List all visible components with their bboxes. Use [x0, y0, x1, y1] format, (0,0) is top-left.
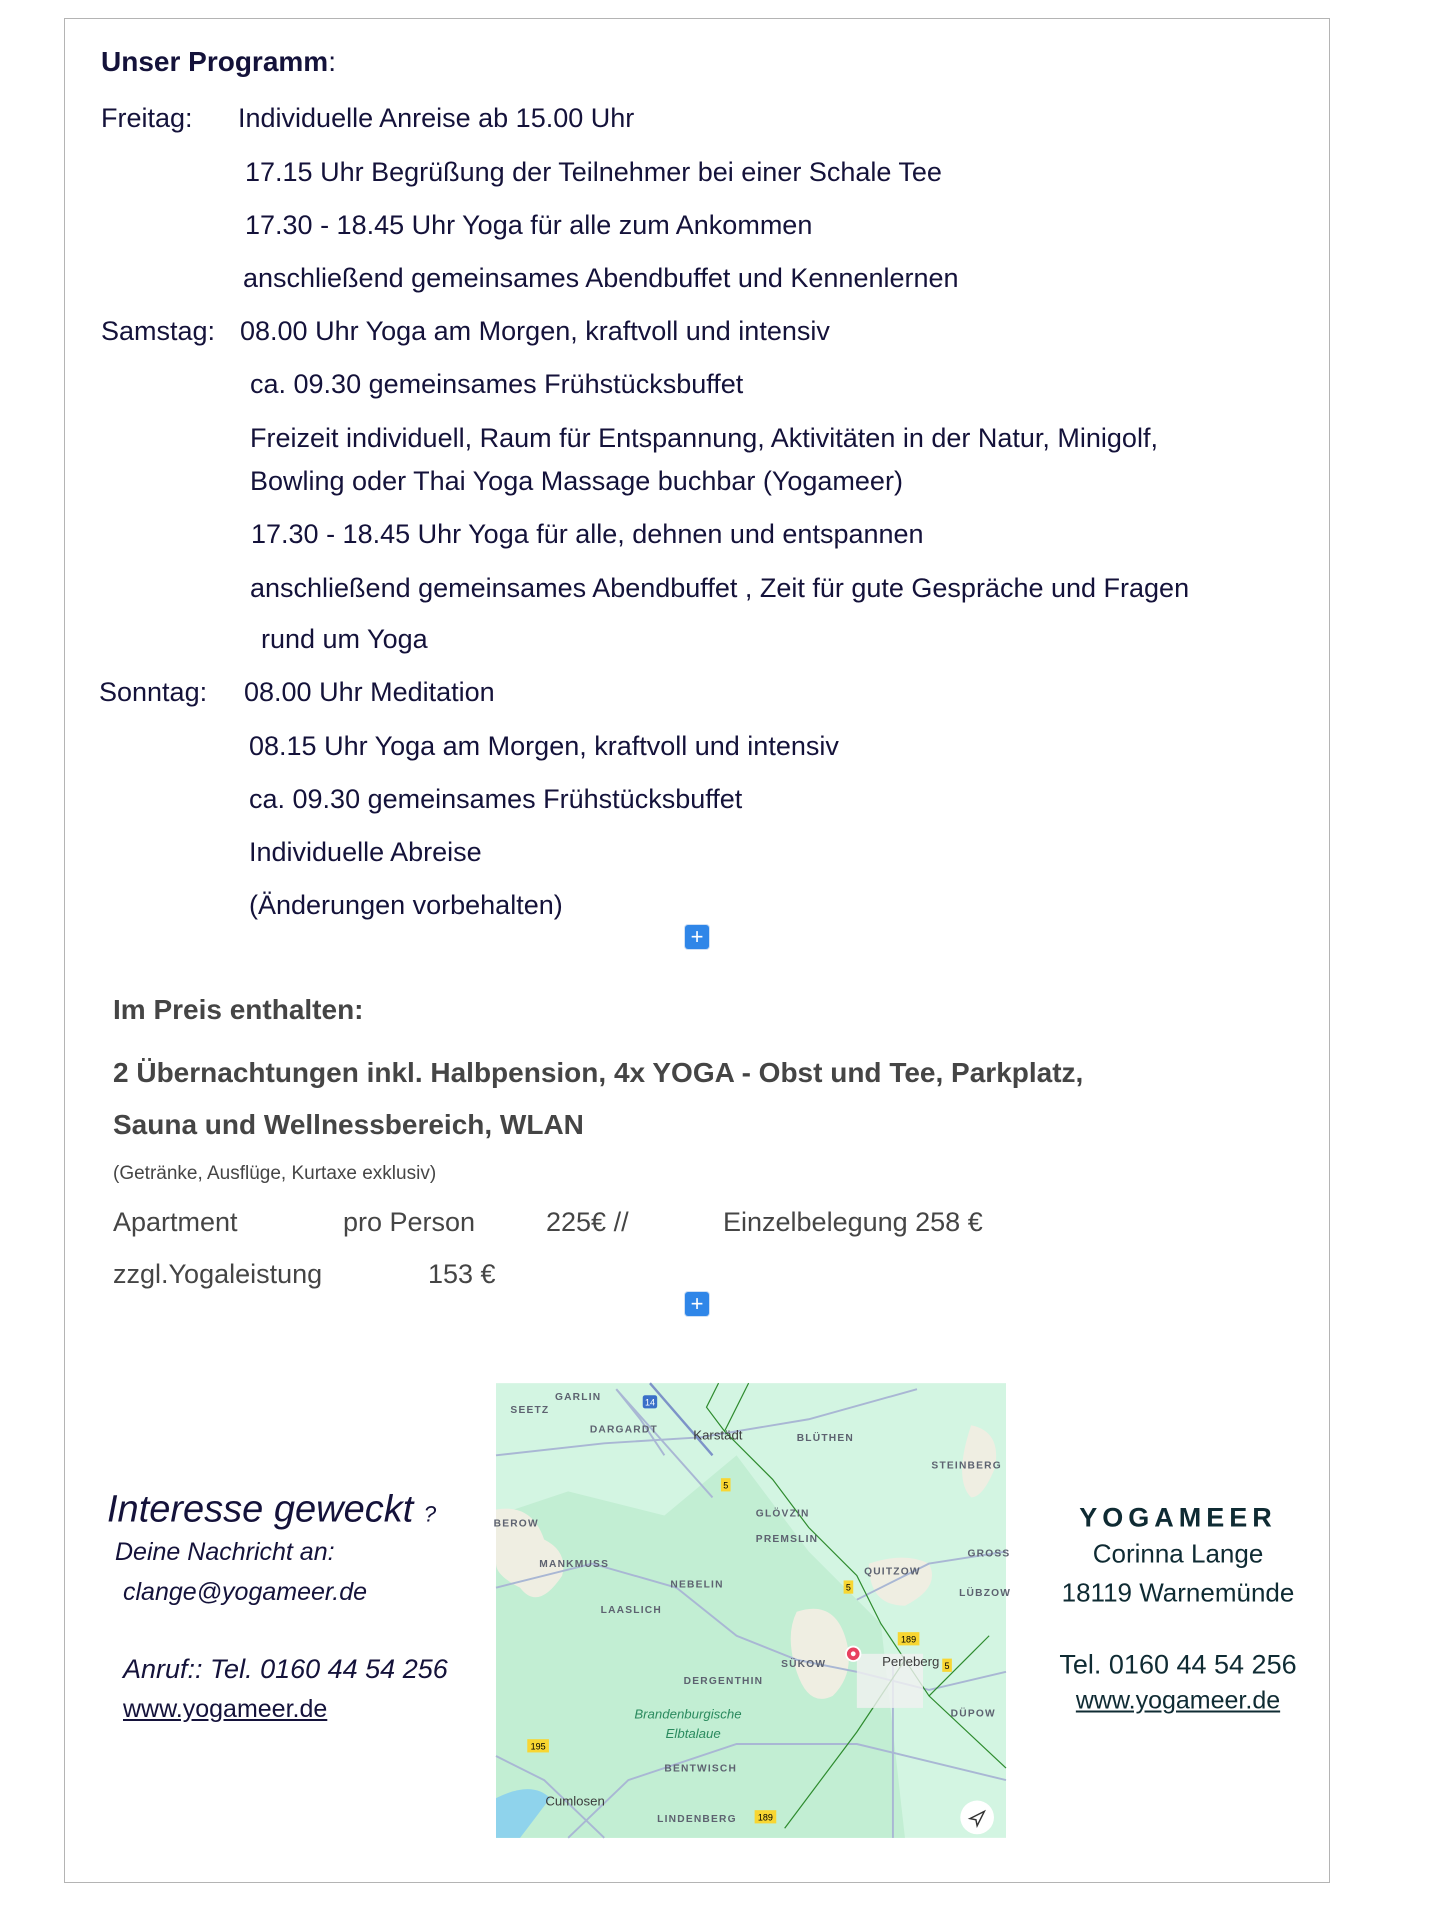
price-included-line: 2 Übernachtungen inkl. Halbpension, 4x YOGA - Obst und Tee, Parkplatz,	[113, 1057, 1084, 1088]
single-occupancy-price: Einzelbelegung 258 €	[723, 1207, 983, 1237]
map-label: SÜKOW	[781, 1659, 827, 1671]
program-line: Freizeit individuell, Raum für Entspannung, Aktivitäten in der Natur, Minigolf,	[250, 423, 1158, 453]
contact-name: Corinna Lange	[1092, 1538, 1264, 1569]
program-line: Bowling oder Thai Yoga Massage buchbar (Yogameer)	[250, 466, 903, 496]
svg-text:5: 5	[723, 1480, 729, 1491]
map-label: Karstädt	[693, 1427, 743, 1443]
map-label: GROSS	[967, 1548, 1011, 1560]
map-label: MANKMUSS	[539, 1559, 610, 1571]
program-line: ca. 09.30 gemeinsames Frühstücksbuffet	[250, 369, 744, 399]
price-title: Im Preis enthalten:	[113, 994, 364, 1025]
program-line: 08.00 Uhr Meditation	[244, 677, 495, 707]
program-line: 08.15 Uhr Yoga am Morgen, kraftvoll und intensiv	[249, 731, 839, 761]
yoga-fee-label: zzgl.Yogaleistung	[113, 1259, 323, 1289]
map-label: BLÜTHEN	[796, 1432, 854, 1444]
day-label-friday: Freitag:	[101, 103, 193, 133]
website-link-right[interactable]: www.yogameer.de	[1075, 1686, 1281, 1715]
program-line: 17.30 - 18.45 Uhr Yoga für alle, dehnen und entspannen	[251, 519, 924, 549]
map-label: BENTWISCH	[664, 1763, 738, 1775]
program-line: anschließend gemeinsames Abendbuffet und Kennenlernen	[243, 263, 959, 293]
svg-text:189: 189	[757, 1812, 773, 1823]
contact-city: 18119 Warnemünde	[1061, 1577, 1295, 1608]
svg-text:5: 5	[845, 1582, 851, 1593]
map-label: GLÖVZIN	[755, 1508, 810, 1520]
svg-text:5: 5	[944, 1660, 950, 1671]
svg-text:195: 195	[530, 1741, 546, 1752]
map-label: Perleberg	[882, 1653, 940, 1669]
contact-phone: Anruf:: Tel. 0160 44 54 256	[123, 1654, 448, 1684]
plus-icon: +	[690, 924, 704, 949]
add-block-button[interactable]	[685, 925, 709, 949]
day-label-sunday: Sonntag:	[99, 677, 208, 707]
program-line: (Änderungen vorbehalten)	[249, 890, 563, 920]
map-label: PREMSLIN	[755, 1533, 819, 1545]
my-location-button[interactable]	[960, 1801, 994, 1835]
program-line: Individuelle Anreise ab 15.00 Uhr	[238, 103, 635, 133]
map-label: DERGENTHIN	[683, 1675, 764, 1687]
apartment-label: Apartment	[113, 1207, 238, 1237]
location-map[interactable]	[493, 1383, 1012, 1838]
contact-phone-right: Tel. 0160 44 54 256	[1059, 1649, 1297, 1680]
svg-text:189: 189	[901, 1634, 917, 1645]
program-line: 08.00 Uhr Yoga am Morgen, kraftvoll und intensiv	[240, 316, 830, 346]
program-line: anschließend gemeinsames Abendbuffet , Zeit für gute Gespräche und Fragen	[250, 573, 1190, 603]
add-block-button[interactable]	[685, 1292, 709, 1316]
program-line: ca. 09.30 gemeinsames Frühstücksbuffet	[249, 784, 743, 814]
map-label: DARGARDT	[589, 1424, 658, 1436]
map-label: GARLIN	[554, 1392, 602, 1404]
map-label: Cumlosen	[545, 1793, 605, 1809]
price-per-person: 225€ //	[546, 1207, 629, 1237]
map-label: Elbtalaue	[665, 1726, 721, 1741]
map-label: LÜBZOW	[959, 1588, 1012, 1600]
plus-icon: +	[690, 1291, 704, 1316]
svg-text:14: 14	[644, 1397, 655, 1408]
map-label: QUITZOW	[864, 1566, 921, 1578]
map-label: STEINBERG	[931, 1460, 1002, 1472]
map-label: LAASLICH	[600, 1604, 662, 1616]
brand-logo: YOGAMEER	[1079, 1502, 1277, 1533]
map-label: BEROW	[493, 1518, 539, 1530]
map-label: Brandenburgische	[634, 1706, 742, 1722]
website-link[interactable]: www.yogameer.de	[123, 1695, 328, 1723]
program-line: rund um Yoga	[261, 624, 428, 654]
map-label: NEBELIN	[670, 1579, 724, 1591]
message-label: Deine Nachricht an:	[115, 1538, 335, 1566]
price-included-line: Sauna und Wellnessbereich, WLAN	[113, 1109, 584, 1140]
yoga-fee-price: 153 €	[428, 1259, 496, 1289]
interest-headline: Interesse geweckt ?	[107, 1488, 437, 1531]
program-line: 17.15 Uhr Begrüßung der Teilnehmer bei einer Schale Tee	[245, 157, 942, 187]
location-pin-icon[interactable]	[846, 1647, 860, 1661]
map-label: LINDENBERG	[657, 1814, 737, 1826]
map-label: DÜPOW	[950, 1708, 996, 1720]
program-title: Unser Programm:	[101, 46, 336, 77]
day-label-saturday: Samstag:	[101, 316, 216, 346]
program-line: 17.30 - 18.45 Uhr Yoga für alle zum Ankommen	[245, 210, 813, 240]
price-excluded-note: (Getränke, Ausflüge, Kurtaxe exklusiv)	[113, 1163, 437, 1184]
program-line: Individuelle Abreise	[249, 837, 482, 867]
map-label: SEETZ	[510, 1405, 550, 1417]
per-person-label: pro Person	[343, 1207, 476, 1237]
contact-email[interactable]: clange@yogameer.de	[123, 1578, 368, 1606]
